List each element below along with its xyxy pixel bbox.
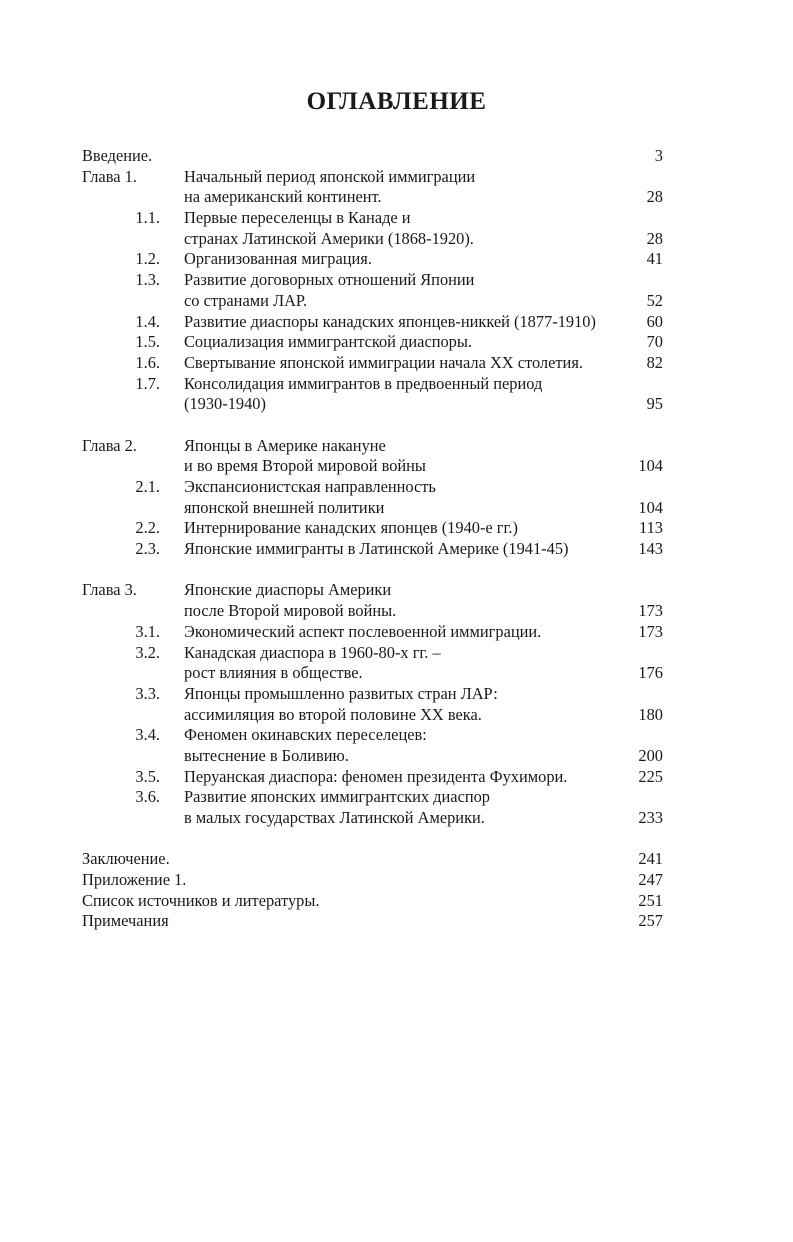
toc-entry-title: после Второй мировой войны. (184, 601, 397, 621)
toc-entry-title: Японцы в Америке накануне (184, 435, 386, 455)
toc-entry-label: 3.4. (135, 725, 160, 745)
toc-row (0, 187, 793, 208)
toc-entry-title: Японские диаспоры Америки (184, 580, 392, 600)
toc-row (0, 146, 793, 167)
toc-entry-label: 1.4. (135, 311, 160, 331)
page-title: ОГЛАВЛЕНИЕ (306, 88, 487, 115)
toc-row (0, 808, 793, 829)
toc-row (0, 787, 793, 808)
toc-page-number: 173 (638, 621, 663, 641)
toc-row (0, 849, 793, 870)
toc-entry-title: со странами ЛАР. (184, 290, 308, 310)
toc-entry-title: Экспансионистская направленность (184, 477, 436, 496)
toc-page-number: 41 (646, 249, 663, 269)
toc-entry-label: 2.1. (135, 477, 160, 496)
toc-page-number: 180 (638, 704, 663, 724)
toc-row (0, 746, 793, 767)
toc-entry-label: Глава 1. (82, 166, 137, 186)
toc-page-number: 60 (646, 311, 663, 331)
toc-row (0, 394, 793, 415)
toc-entry-title: японской внешней политики (184, 497, 385, 517)
toc-page-number: 251 (638, 890, 663, 910)
toc-entry-title: странах Латинской Америки (1868-1920). (184, 228, 474, 248)
toc-entry-title: Экономический аспект послевоенной иммиграции. (184, 621, 542, 641)
toc-row (0, 725, 793, 746)
toc-page-number: 257 (638, 911, 663, 931)
toc-entry-label: 1.2. (135, 249, 160, 269)
toc-row (0, 518, 793, 539)
toc-entry-label: Список источников и литературы. (82, 890, 320, 910)
toc-entry-label: 3.2. (135, 642, 160, 662)
toc-entry-title: Феномен окинавских переселецев: (184, 725, 427, 745)
toc-page-number: 200 (638, 745, 663, 765)
toc-row (0, 580, 793, 601)
toc-entry-label: 3.1. (135, 621, 160, 641)
toc-page-number: 225 (638, 766, 663, 786)
toc-page-number: 82 (646, 352, 663, 372)
toc-entry-title: Развитие японских иммигрантских диаспор (184, 787, 491, 807)
toc-entry-label: Глава 2. (82, 435, 137, 455)
toc-entry-title: Первые переселенцы в Канаде и (184, 208, 411, 228)
toc-entry-title: Организованная миграция. (184, 249, 372, 269)
toc-entry-title: рост влияния в обществе. (184, 663, 363, 683)
toc-row (0, 684, 793, 705)
toc-row (0, 249, 793, 270)
toc-row (0, 705, 793, 726)
toc-entry-title: Консолидация иммигрантов в предвоенный период (184, 373, 543, 393)
toc-entry-label: 3.3. (135, 683, 160, 703)
toc-entry-label: 3.6. (135, 787, 160, 807)
toc-entry-label: Глава 3. (82, 580, 137, 600)
toc-row (0, 498, 793, 519)
toc-entry-title: Развитие диаспоры канадских японцев-никкей (1877-1910) (184, 311, 596, 331)
toc-entry-title: Японцы промышленно развитых стран ЛАР: (184, 683, 498, 703)
toc-row (0, 891, 793, 912)
toc-row (0, 622, 793, 643)
toc-row (0, 353, 793, 374)
toc-entry-title: Интернирование канадских японцев (1940-е гг.) (184, 518, 518, 538)
toc-entry-title: Перуанская диаспора: феномен президента Фухимори. (184, 766, 568, 786)
toc-row (0, 208, 793, 229)
toc-page-number: 3 (654, 146, 663, 165)
toc-row (0, 643, 793, 664)
toc-row (0, 767, 793, 788)
toc-row (0, 167, 793, 188)
table-of-contents (0, 146, 793, 932)
toc-entry-title: на американский континент. (184, 187, 382, 207)
toc-row (0, 332, 793, 353)
toc-entry-label: 1.7. (135, 373, 160, 393)
toc-entry-title: Свертывание японской иммиграции начала XX столетия. (184, 352, 583, 372)
toc-row (0, 477, 793, 498)
toc-entry-label: Примечания (82, 911, 169, 931)
toc-entry-label: 1.3. (135, 270, 160, 290)
toc-entry-label: 3.5. (135, 766, 160, 786)
toc-entry-label: Введение. (82, 146, 153, 165)
toc-page-number: 173 (638, 601, 663, 621)
toc-page-number: 28 (646, 187, 663, 207)
toc-row (0, 312, 793, 333)
toc-row (0, 663, 793, 684)
toc-page-number: 233 (638, 808, 663, 827)
toc-page-number: 70 (646, 332, 663, 352)
toc-row (0, 601, 793, 622)
toc-entry-label: 2.3. (135, 539, 160, 559)
toc-entry-title: Развитие договорных отношений Японии (184, 270, 475, 290)
toc-row (0, 539, 793, 560)
toc-page-number: 113 (639, 518, 663, 538)
toc-entry-title: и во время Второй мировой войны (184, 456, 426, 476)
toc-entry-title: (1930-1940) (184, 394, 266, 414)
toc-page-number: 28 (646, 228, 663, 248)
toc-page-number: 241 (638, 849, 663, 869)
toc-entry-title: Начальный период японской иммиграции (184, 166, 476, 186)
toc-row (0, 456, 793, 477)
toc-row (0, 911, 793, 932)
toc-row (0, 229, 793, 250)
toc-entry-label: 1.1. (135, 208, 160, 228)
toc-page-number: 52 (646, 290, 663, 310)
toc-row (0, 870, 793, 891)
toc-entry-title: вытеснение в Боливию. (184, 745, 349, 765)
toc-entry-title: Социализация иммигрантской диаспоры. (184, 332, 472, 352)
toc-row (0, 270, 793, 291)
toc-entry-label: 2.2. (135, 518, 160, 538)
toc-page-number: 176 (638, 663, 663, 683)
toc-entry-label: 1.6. (135, 352, 160, 372)
toc-entry-label: Заключение. (82, 849, 170, 869)
toc-entry-title: ассимиляция во второй половине XX века. (184, 704, 482, 724)
toc-page-number: 143 (638, 539, 663, 559)
toc-entry-label: 1.5. (135, 332, 160, 352)
toc-page-number: 247 (638, 870, 663, 890)
toc-row (0, 291, 793, 312)
toc-row (0, 374, 793, 395)
toc-row (0, 436, 793, 457)
toc-entry-title: Канадская диаспора в 1960-80-х гг. – (184, 642, 441, 662)
toc-page-number: 95 (646, 394, 663, 414)
toc-entry-label: Приложение 1. (82, 870, 187, 890)
toc-page-number: 104 (638, 497, 663, 517)
toc-page-number: 104 (638, 456, 663, 476)
toc-entry-title: в малых государствах Латинской Америки. (184, 808, 485, 827)
toc-entry-title: Японские иммигранты в Латинской Америке (1941-45) (184, 539, 569, 559)
